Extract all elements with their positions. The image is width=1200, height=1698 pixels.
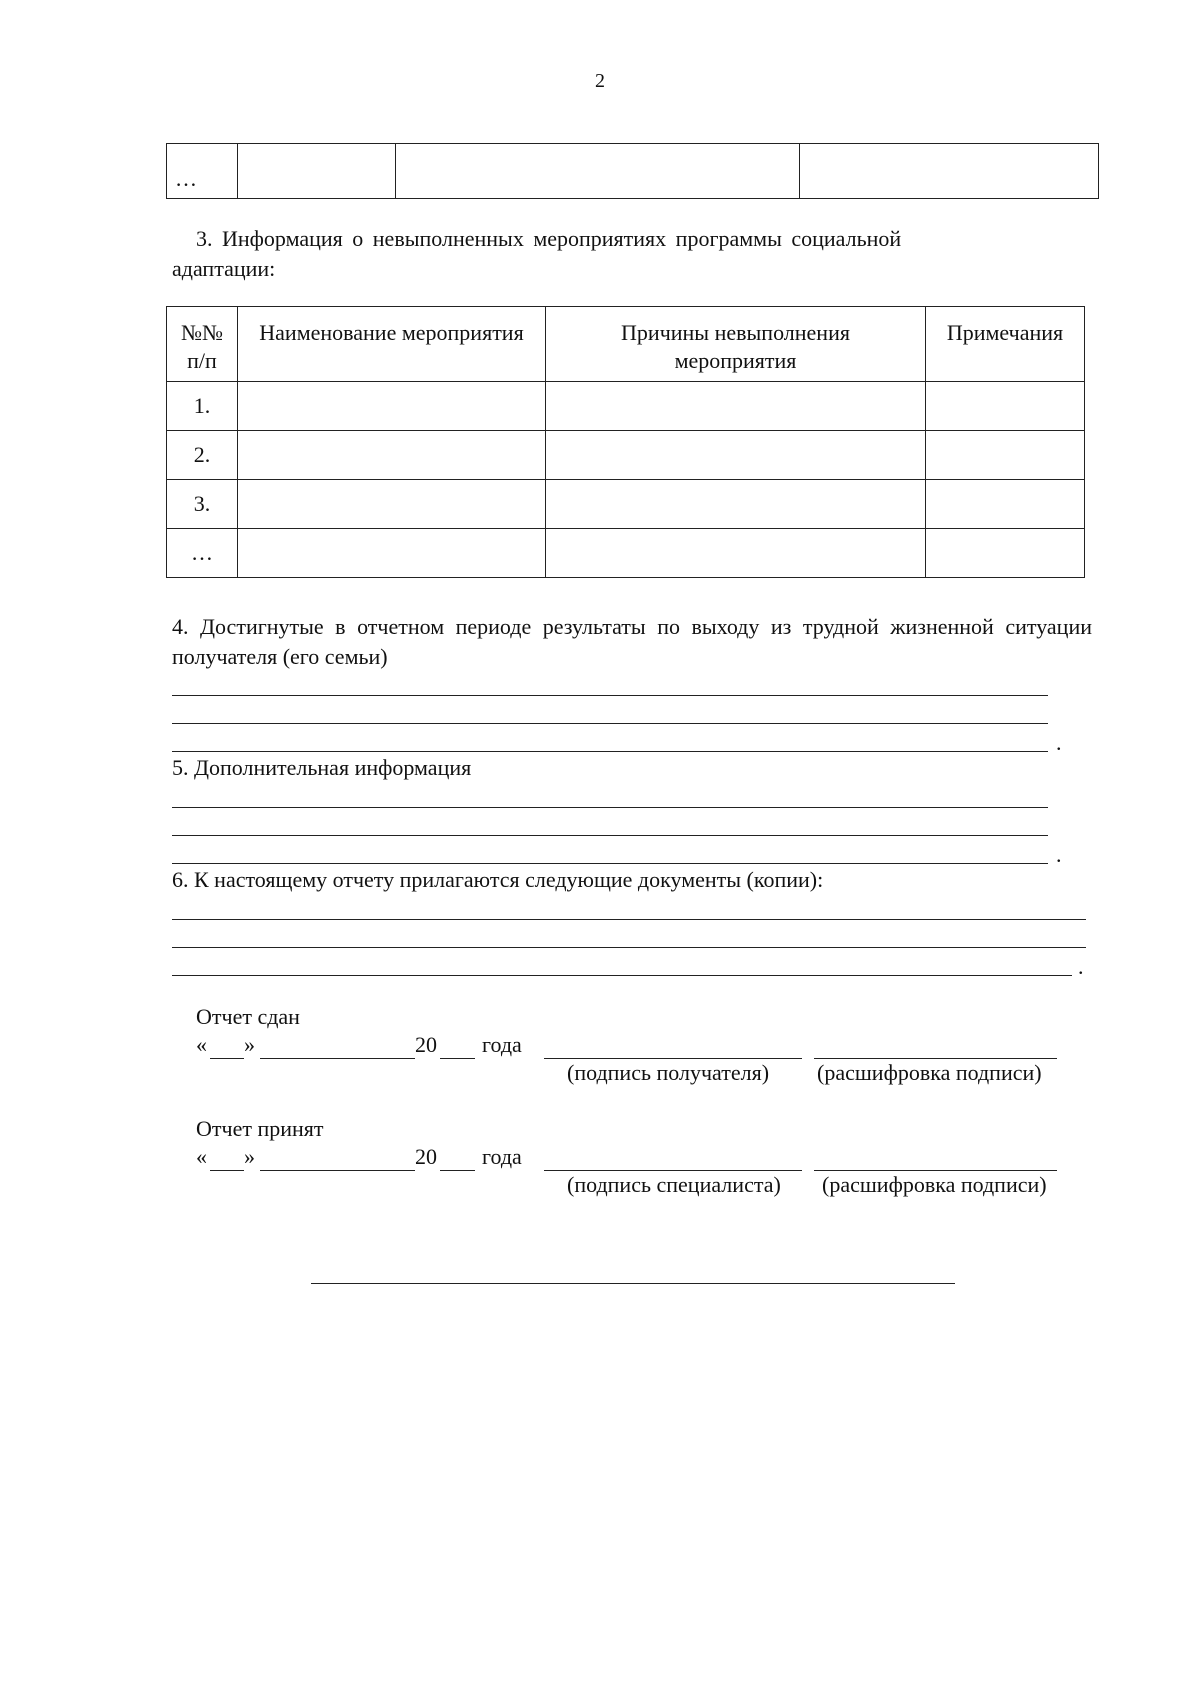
section-6-end-dot: . [1078,954,1084,979]
header-notes: Примечания [926,307,1085,382]
table-cell[interactable] [926,382,1085,431]
header-num: №№ п/п [167,307,238,382]
section-6-heading: 6. К настоящему отчету прилагаются следующие документы (копии): [172,867,824,892]
section-6-line-1[interactable] [172,919,1086,920]
section-3-line1: 3. Информация о невыполненных мероприятиях программы социальной [196,226,902,251]
section-5-line-1[interactable] [172,807,1048,808]
table-cell[interactable] [238,431,546,480]
section-6-line-3[interactable] [172,975,1072,976]
submitted-date-close: » [244,1032,255,1057]
row-number: 2. [167,431,238,480]
submitted-year-suffix: года [482,1032,522,1057]
table-row [167,382,1085,431]
table-cell[interactable] [546,431,926,480]
section-3-heading [172,224,1102,284]
section-5-line-2[interactable] [172,835,1048,836]
submitted-year-prefix: 20 [415,1032,437,1057]
footer-separator-line [311,1283,955,1284]
continuation-table [166,143,1099,199]
section-4-line-3[interactable] [172,751,1048,752]
submitted-year-field[interactable] [440,1058,475,1059]
table-cell[interactable] [238,529,546,578]
table-cell[interactable] [238,382,546,431]
submitted-month-field[interactable] [260,1058,415,1059]
page-number: 2 [595,70,605,92]
row-number: 1. [167,382,238,431]
accepted-signature-caption: (подпись специалиста) [567,1172,781,1197]
accepted-decode-field[interactable] [814,1170,1057,1171]
accepted-year-field[interactable] [440,1170,475,1171]
row-number: … [167,529,238,578]
accepted-date-open: « [196,1144,207,1169]
accepted-month-field[interactable] [260,1170,415,1171]
table-cell[interactable] [396,144,800,199]
submitted-signature-field[interactable] [544,1058,802,1059]
submitted-day-field[interactable] [210,1058,244,1059]
submitted-date-open: « [196,1032,207,1057]
table-cell[interactable] [800,144,1099,199]
table-cell[interactable] [926,480,1085,529]
header-name: Наименование мероприятия [238,307,546,382]
table-header-row [167,307,1085,382]
accepted-decode-caption: (расшифровка подписи) [822,1172,1047,1197]
submitted-label: Отчет сдан [196,1004,300,1029]
table-row [167,480,1085,529]
accepted-year-suffix: года [482,1144,522,1169]
table-cell[interactable] [546,529,926,578]
table-cell[interactable] [546,382,926,431]
unfulfilled-events-table [166,306,1085,578]
submitted-signature-caption: (подпись получателя) [567,1060,770,1085]
table-cell[interactable]: … [167,144,238,199]
section-4-line-1[interactable] [172,695,1048,696]
section-5-line-3[interactable] [172,863,1048,864]
accepted-signature-field[interactable] [544,1170,802,1171]
table-cell[interactable] [238,480,546,529]
table-cell[interactable] [926,529,1085,578]
submitted-decode-field[interactable] [814,1058,1057,1059]
accepted-label: Отчет принят [196,1116,324,1141]
accepted-date-close: » [244,1144,255,1169]
section-4-end-dot: . [1056,730,1062,755]
accepted-year-prefix: 20 [415,1144,437,1169]
table-cell[interactable] [546,480,926,529]
row-number: 3. [167,480,238,529]
accepted-day-field[interactable] [210,1170,244,1171]
table-row [167,529,1085,578]
table-row [167,431,1085,480]
section-4-line-2[interactable] [172,723,1048,724]
section-5-end-dot: . [1056,842,1062,867]
section-5-heading: 5. Дополнительная информация [172,755,472,780]
submitted-decode-caption: (расшифровка подписи) [817,1060,1042,1085]
section-6-line-2[interactable] [172,947,1086,948]
table-cell[interactable] [926,431,1085,480]
header-reason: Причины невыполнения мероприятия [546,307,926,382]
table-cell[interactable] [238,144,396,199]
table-row [167,144,1099,199]
section-3-line2: адаптации: [172,256,276,281]
section-4-heading: 4. Достигнутые в отчетном периоде результаты по выходу из трудной жизненной ситуации получателя (его семьи) [172,614,1092,669]
